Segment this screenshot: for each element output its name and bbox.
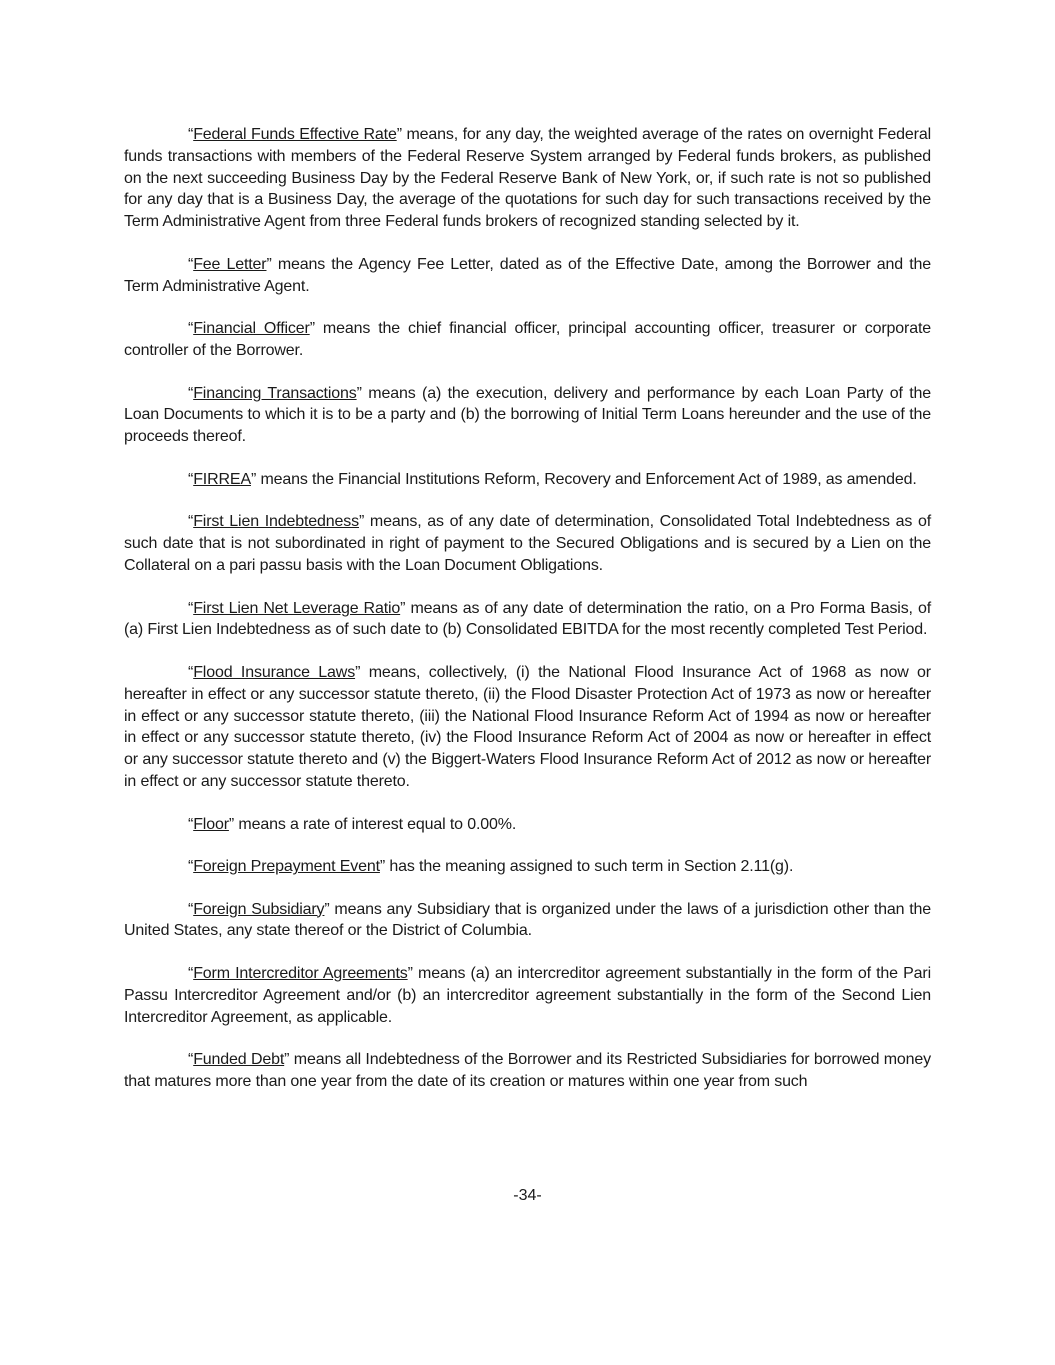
definition-body: means as of any date of determination the ratio, on a Pro Forma Basis, of (a) First Lien Indebtedness as of such date to (b) Consolidated EBITDA for the most recently completed Test Period. xyxy=(124,599,931,639)
definition-foreign-subsidiary: “Foreign Subsidiary” means any Subsidiary that is organized under the laws of a jurisdiction other than the United States, any state thereof or the District of Columbia. xyxy=(124,900,931,940)
defined-term: Funded Debt xyxy=(193,1051,285,1069)
definition-firrea: “FIRREA” means the Financial Institutions Reform, Recovery and Enforcement Act of 1989, as amended. xyxy=(188,470,917,488)
definition-body: means the Financial Institutions Reform, Recovery and Enforcement Act of 1989, as amended. xyxy=(256,470,917,488)
defined-term: Federal Funds Effective Rate xyxy=(193,126,397,143)
defined-term: Financial Officer xyxy=(193,320,310,338)
definition-form-intercreditor-agreements: “Form Intercreditor Agreements” means (a) an intercreditor agreement substantially in the form of the Pari Passu Intercreditor Agreement and/or (b) an intercreditor agreement substantially in the form of the Second Lien Intercreditor Agreement, as applicable. xyxy=(124,965,931,1026)
defined-term: Foreign Prepayment Event xyxy=(193,858,380,876)
definition-financing-transactions: “Financing Transactions” means (a) the execution, delivery and performance by each Loan Party of the Loan Documents to which it is to be a party and (b) the borrowing of Initial Term Loans hereunder and the use of the proceeds thereof. xyxy=(124,384,932,446)
definition-body: has the meaning assigned to such term in Section 2.11(g). xyxy=(385,858,794,876)
definition-federal-funds-effective-rate: “Federal Funds Effective Rate” means, for any day, the weighted average of the rates on overnight Federal funds transactions with members of the Federal Reserve System arranged by Federal funds brokers, as published on the next succeeding Business Day by the Federal Reserve Bank of New York, or, if such rate is not so published for any day that is a Business Day, the average of the quotations for such day for such transactions received by the Term Administrative Agent from three Federal funds brokers of recognized standing selected by it. xyxy=(124,126,931,231)
definition-first-lien-indebtedness: “First Lien Indebtedness” means, as of any date of determination, Consolidated Total Indebtedness as of such date that is not subordinated in right of payment to the Secured Obligations and is secured by a Lien on the Collateral on a pari passu basis with the Loan Document Obligations. xyxy=(124,513,931,574)
definition-body: means (a) the execution, delivery and performance by each Loan Party of the Loan Documents to which it is to be a party and (b) the borrowing of Initial Term Loans hereunder and the use of the proceeds thereof. xyxy=(124,384,932,446)
definition-foreign-prepayment-event: “Foreign Prepayment Event” has the meaning assigned to such term in Section 2.11(g). xyxy=(188,858,794,876)
defined-term: First Lien Indebtedness xyxy=(193,513,359,531)
definition-body: means, as of any date of determination, Consolidated Total Indebtedness as of such date that is not subordinated in right of payment to the Secured Obligations and is secured by a Lien on the Collateral on a pari passu basis with the Loan Document Obligations. xyxy=(124,513,931,574)
definition-body: means the Agency Fee Letter, dated as of the Effective Date, among the Borrower and the Term Administrative Agent. xyxy=(124,255,931,295)
definition-body: means, for any day, the weighted average of the rates on overnight Federal funds transactions with members of the Federal Reserve System arranged by Federal funds brokers, as published on the next succeeding Business Day by the Federal Reserve Bank of New York, or, if such rate is not so published for any day that is a Business Day, the average of the quotations for such day for such transactions received by the Term Administrative Agent from three Federal funds brokers of recognized standing selected by it. xyxy=(124,126,931,231)
page-number: -34- xyxy=(513,1187,542,1204)
definition-body: means a rate of interest equal to 0.00%. xyxy=(234,815,517,833)
defined-term: Floor xyxy=(193,815,229,833)
definition-flood-insurance-laws: “Flood Insurance Laws” means, collectively, (i) the National Flood Insurance Act of 1968 as now or hereafter in effect or any successor statute thereto, (ii) the Flood Disaster Protection Act of 1973 as now or hereafter in effect or any successor statute thereto, (iii) the National Flood Insurance Reform Act of 1994 as now or hereafter in effect or any successor statute thereto, (iv) the Flood Insurance Reform Act of 2004 as now or hereafter in effect or any successor statute thereto and (v) the Biggert-Waters Flood Insurance Reform Act of 2012 as now or hereafter in effect or any successor statute thereto. xyxy=(124,663,931,790)
defined-term: FIRREA xyxy=(193,470,251,488)
definition-body: means all Indebtedness of the Borrower and its Restricted Subsidiaries for borrowed money that matures more than one year from the date of its creation or matures within one year from such xyxy=(124,1051,932,1091)
definition-floor: “Floor” means a rate of interest equal to 0.00%. xyxy=(188,815,517,833)
defined-term: Fee Letter xyxy=(193,255,267,273)
defined-term: Flood Insurance Laws xyxy=(193,663,356,681)
defined-term: First Lien Net Leverage Ratio xyxy=(193,599,401,617)
definition-body: means any Subsidiary that is organized under the laws of a jurisdiction other than the United States, any state thereof or the District of Columbia. xyxy=(124,900,931,940)
definition-financial-officer: “Financial Officer” means the chief financial officer, principal accounting officer, treasurer or corporate controller of the Borrower. xyxy=(124,320,931,359)
definition-fee-letter: “Fee Letter” means the Agency Fee Letter, dated as of the Effective Date, among the Borrower and the Term Administrative Agent. xyxy=(124,255,931,295)
defined-term: Form Intercreditor Agreements xyxy=(193,965,408,983)
definition-funded-debt: “Funded Debt” means all Indebtedness of the Borrower and its Restricted Subsidiaries for borrowed money that matures more than one year from the date of its creation or matures within one year from such xyxy=(124,1051,932,1091)
definition-body: means the chief financial officer, principal accounting officer, treasurer or corporate controller of the Borrower. xyxy=(124,320,931,359)
definition-first-lien-net-leverage-ratio: “First Lien Net Leverage Ratio” means as of any date of determination the ratio, on a Pro Forma Basis, of (a) First Lien Indebtedness as of such date to (b) Consolidated EBITDA for the most recently completed Test Period. xyxy=(124,599,931,639)
definition-body: means (a) an intercreditor agreement substantially in the form of the Pari Passu Intercreditor Agreement and/or (b) an intercreditor agreement substantially in the form of the Second Lien Intercreditor Agreement, as applicable. xyxy=(124,965,931,1026)
document-page xyxy=(124,124,931,1114)
definition-body: means, collectively, (i) the National Flood Insurance Act of 1968 as now or hereafter in effect or any successor statute thereto, (ii) the Flood Disaster Protection Act of 1973 as now or hereafter in effect or any successor statute thereto, (iii) the National Flood Insurance Reform Act of 1994 as now or hereafter in effect or any successor statute thereto, (iv) the Flood Insurance Reform Act of 2004 as now or hereafter in effect or any successor statute thereto and (v) the Biggert-Waters Flood Insurance Reform Act of 2012 as now or hereafter in effect or any successor statute thereto. xyxy=(124,663,931,790)
defined-term: Financing Transactions xyxy=(193,384,357,402)
defined-term: Foreign Subsidiary xyxy=(193,900,325,918)
